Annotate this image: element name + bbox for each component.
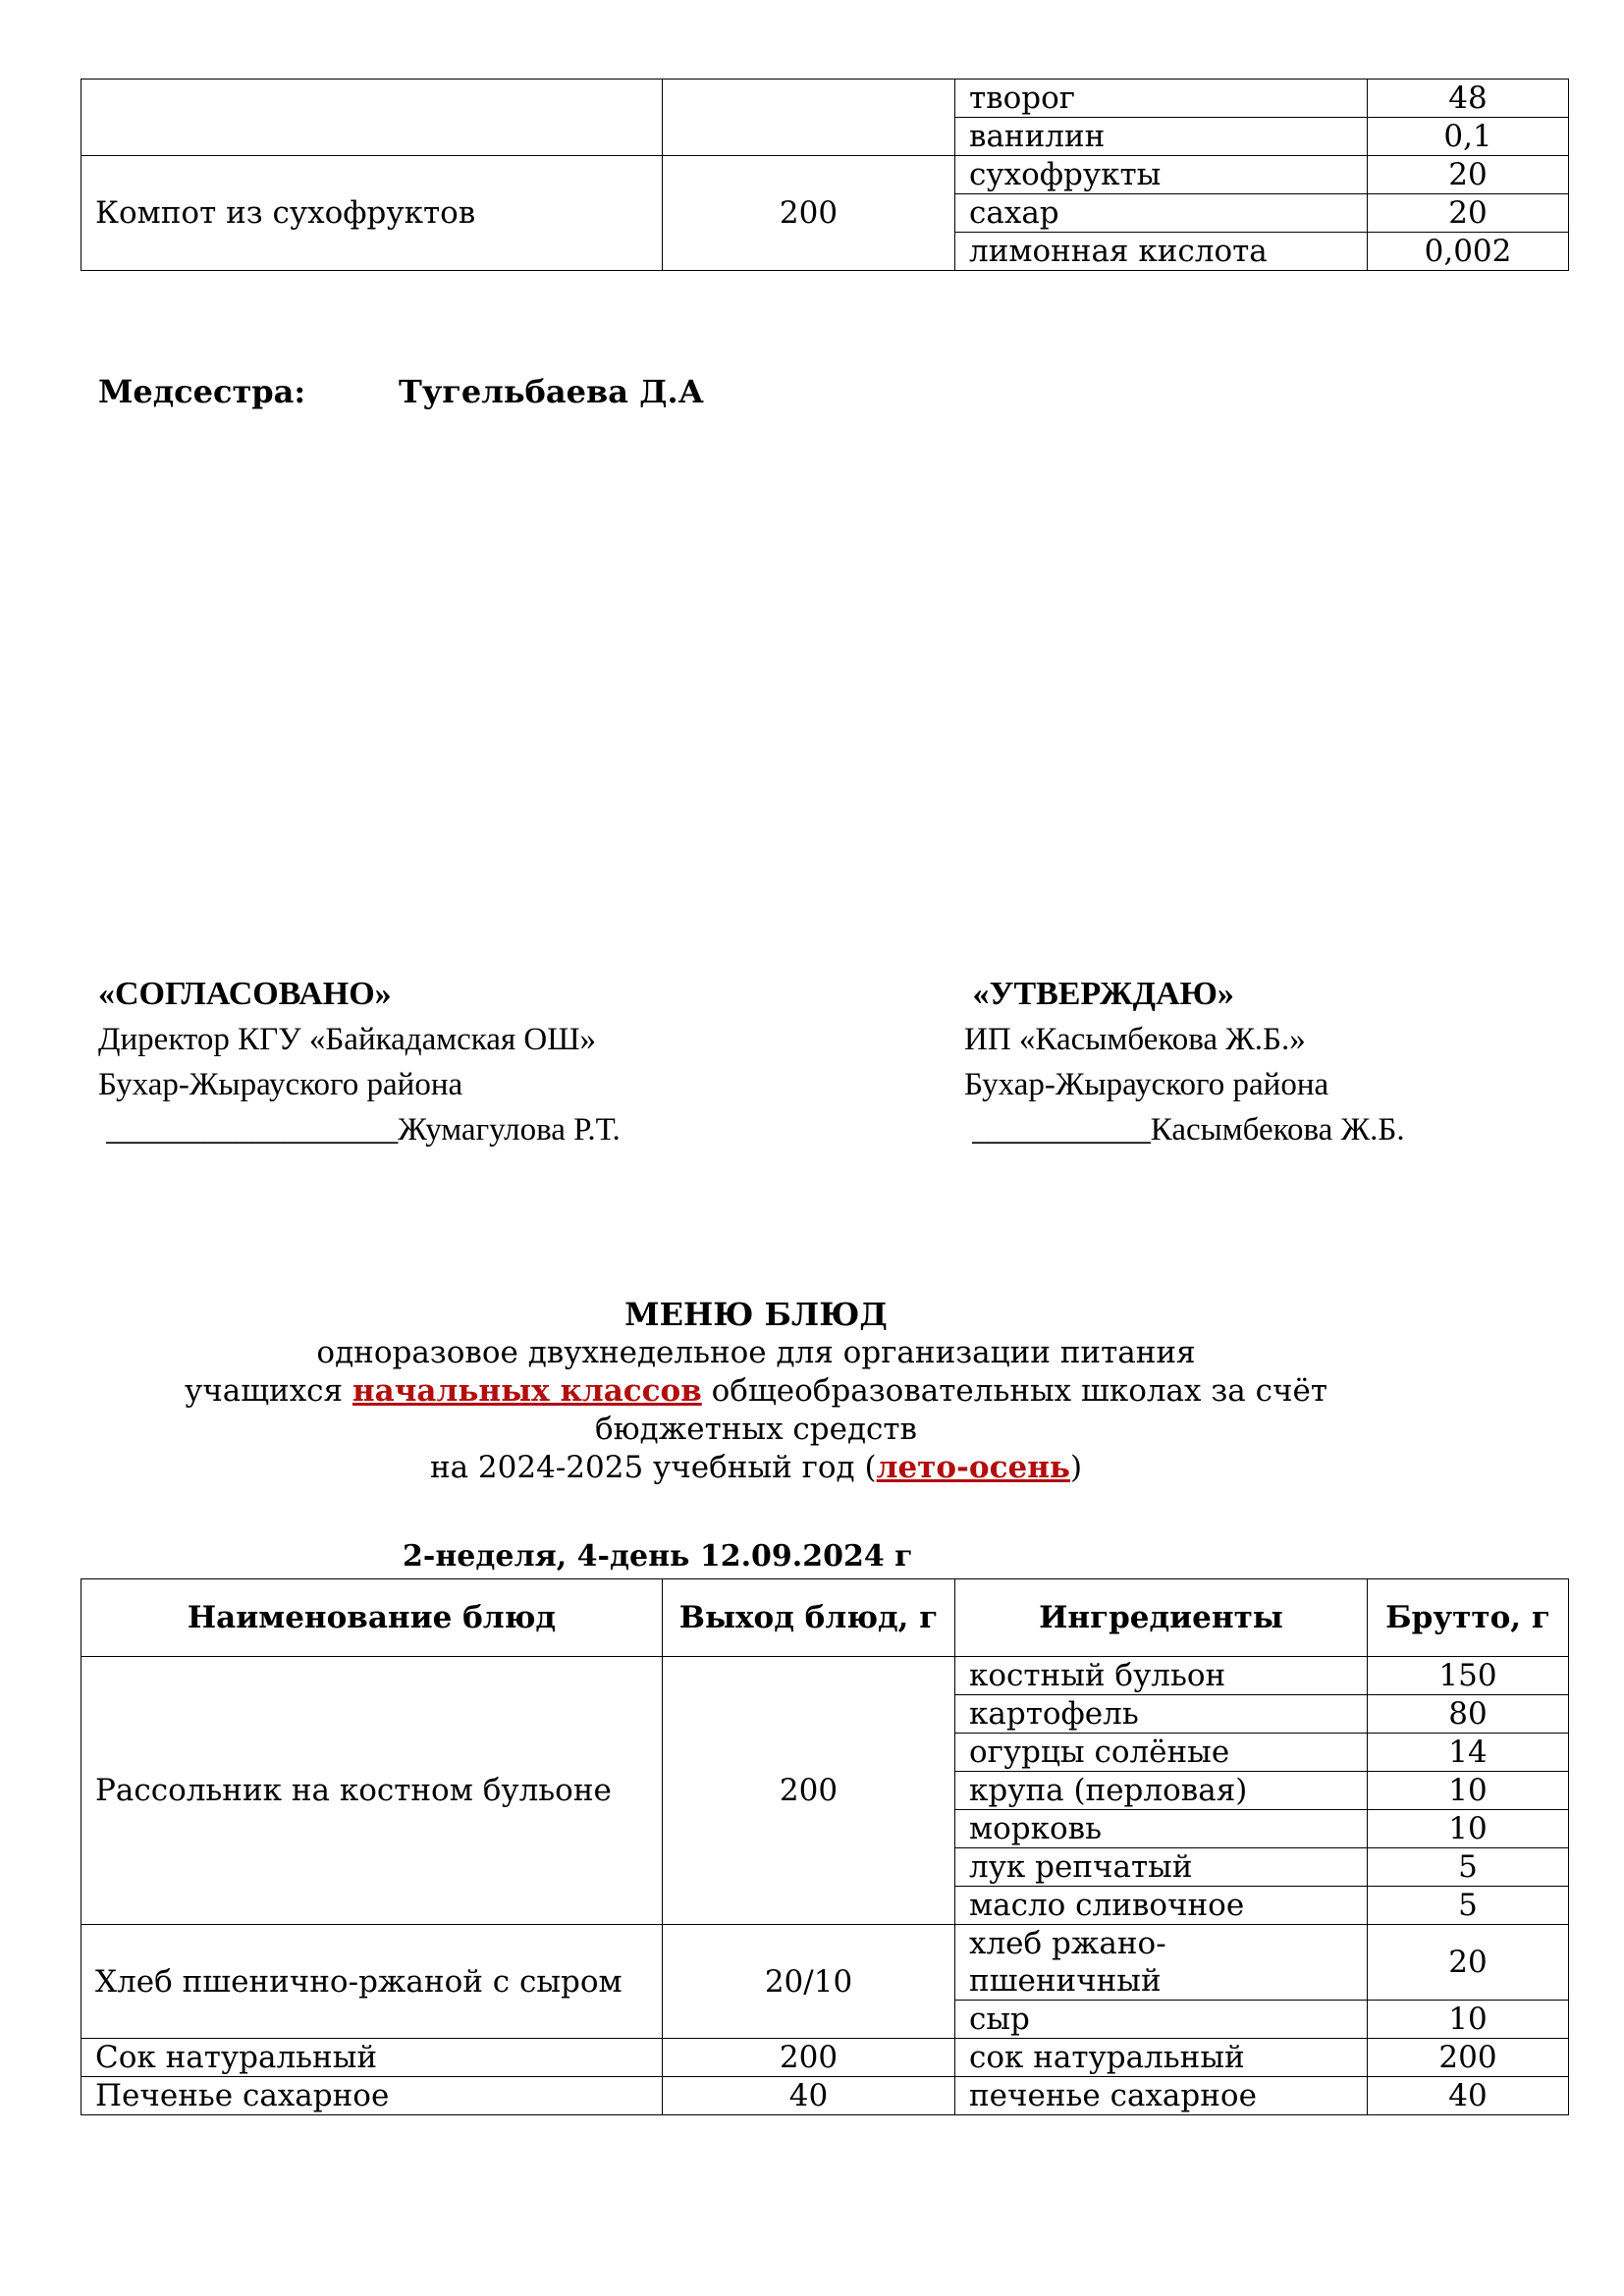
table-row — [81, 1925, 1569, 2001]
approved-signature-line: ___________Касымбекова Ж.Б. — [964, 1112, 1405, 1148]
approved-heading: «УТВЕРЖДАЮ» — [964, 976, 1234, 1012]
dish-name-cell: Рассольник на костном бульоне — [81, 1657, 663, 1925]
table-row — [81, 1657, 1569, 1695]
ingredient-cell: морковь — [955, 1810, 1368, 1848]
ingredient-cell: костный бульон — [955, 1657, 1368, 1695]
subtitle-line-2 — [0, 1372, 1512, 1411]
brutto-cell: 20 — [1368, 194, 1569, 233]
brutto-cell: 10 — [1368, 1810, 1569, 1848]
dish-yield-cell: 200 — [663, 156, 955, 271]
brutto-cell: 40 — [1368, 2077, 1569, 2115]
ingredient-cell: масло сливочное — [955, 1887, 1368, 1925]
dish-name-cell — [81, 80, 663, 156]
agreed-signature-line: __________________Жумагулова Р.Т. — [98, 1112, 621, 1148]
agreed-heading: «СОГЛАСОВАНО» — [98, 976, 392, 1012]
dish-name-cell: Компот из сухофруктов — [81, 156, 663, 271]
table-row — [81, 156, 1569, 194]
approved-line-1: ИП «Касымбекова Ж.Б.» — [964, 1022, 1306, 1057]
ingredient-cell: крупа (перловая) — [955, 1772, 1368, 1810]
dish-name-cell: Сок натуральный — [81, 2039, 663, 2077]
dish-yield-cell: 40 — [663, 2077, 955, 2115]
header-ingredients: Ингредиенты — [955, 1579, 1368, 1657]
nurse-signature — [98, 373, 704, 410]
nurse-label: Медсестра: — [98, 373, 306, 410]
brutto-cell: 0,1 — [1368, 118, 1569, 156]
highlight-primary-classes: начальных классов — [352, 1373, 702, 1409]
brutto-cell: 10 — [1368, 2001, 1569, 2039]
dish-yield-cell — [663, 80, 955, 156]
ingredient-cell: творог — [955, 80, 1368, 118]
subtitle-text: общеобразовательных школах за счёт — [701, 1373, 1327, 1409]
ingredient-cell: сахар — [955, 194, 1368, 233]
dish-yield-cell: 200 — [663, 1657, 955, 1925]
ingredient-cell: ванилин — [955, 118, 1368, 156]
table-row — [81, 2039, 1569, 2077]
ingredient-cell: лимонная кислота — [955, 233, 1368, 271]
subtitle-line-1: одноразовое двухнедельное для организации питания — [316, 1335, 1196, 1370]
subtitle-text: на 2024-2025 учебный год ( — [429, 1450, 877, 1485]
agreed-line-2: Бухар-Жырауского района — [98, 1067, 463, 1102]
ingredient-cell: лук репчатый — [955, 1848, 1368, 1887]
agreed-block — [98, 972, 621, 1152]
ingredient-cell: картофель — [955, 1695, 1368, 1734]
brutto-cell: 20 — [1368, 1925, 1569, 2001]
ingredient-cell: сухофрукты — [955, 156, 1368, 194]
subtitle-text: ) — [1069, 1450, 1083, 1485]
brutto-cell: 14 — [1368, 1734, 1569, 1772]
brutto-cell: 150 — [1368, 1657, 1569, 1695]
highlight-season: лето-осень — [876, 1450, 1070, 1485]
header-yield: Выход блюд, г — [663, 1579, 955, 1657]
approved-line-2: Бухар-Жырауского района — [964, 1067, 1329, 1102]
header-dish-name: Наименование блюд — [81, 1579, 663, 1657]
menu-table — [81, 1578, 1569, 2115]
ingredient-cell: хлеб ржано-пшеничный — [955, 1925, 1368, 2001]
menu-table-continued — [81, 79, 1569, 271]
page-title: МЕНЮ БЛЮД — [624, 1296, 888, 1333]
day-heading: 2-неделя, 4-день 12.09.2024 г — [403, 1539, 913, 1574]
header-brutto: Брутто, г — [1368, 1579, 1569, 1657]
dish-name-cell: Хлеб пшенично-ржаной с сыром — [81, 1925, 663, 2039]
brutto-cell: 5 — [1368, 1848, 1569, 1887]
brutto-cell: 48 — [1368, 80, 1569, 118]
brutto-cell: 5 — [1368, 1887, 1569, 1925]
dish-yield-cell: 200 — [663, 2039, 955, 2077]
subtitle-line-3: бюджетных средств — [594, 1412, 918, 1447]
nurse-name: Тугельбаева Д.А — [399, 373, 704, 410]
ingredient-cell: огурцы солёные — [955, 1734, 1368, 1772]
brutto-cell: 200 — [1368, 2039, 1569, 2077]
subtitle-text: учащихся — [185, 1373, 352, 1409]
ingredient-cell: сок натуральный — [955, 2039, 1368, 2077]
brutto-cell: 20 — [1368, 156, 1569, 194]
table-header-row — [81, 1579, 1569, 1657]
table-row — [81, 80, 1569, 118]
menu-title-block — [0, 1296, 1512, 1487]
brutto-cell: 0,002 — [1368, 233, 1569, 271]
brutto-cell: 80 — [1368, 1695, 1569, 1734]
ingredient-cell: печенье сахарное — [955, 2077, 1368, 2115]
approved-block — [964, 972, 1405, 1152]
table-row — [81, 2077, 1569, 2115]
brutto-cell: 10 — [1368, 1772, 1569, 1810]
ingredient-cell: сыр — [955, 2001, 1368, 2039]
dish-name-cell: Печенье сахарное — [81, 2077, 663, 2115]
dish-yield-cell: 20/10 — [663, 1925, 955, 2039]
agreed-line-1: Директор КГУ «Байкадамская ОШ» — [98, 1022, 596, 1057]
subtitle-line-4 — [0, 1449, 1512, 1487]
